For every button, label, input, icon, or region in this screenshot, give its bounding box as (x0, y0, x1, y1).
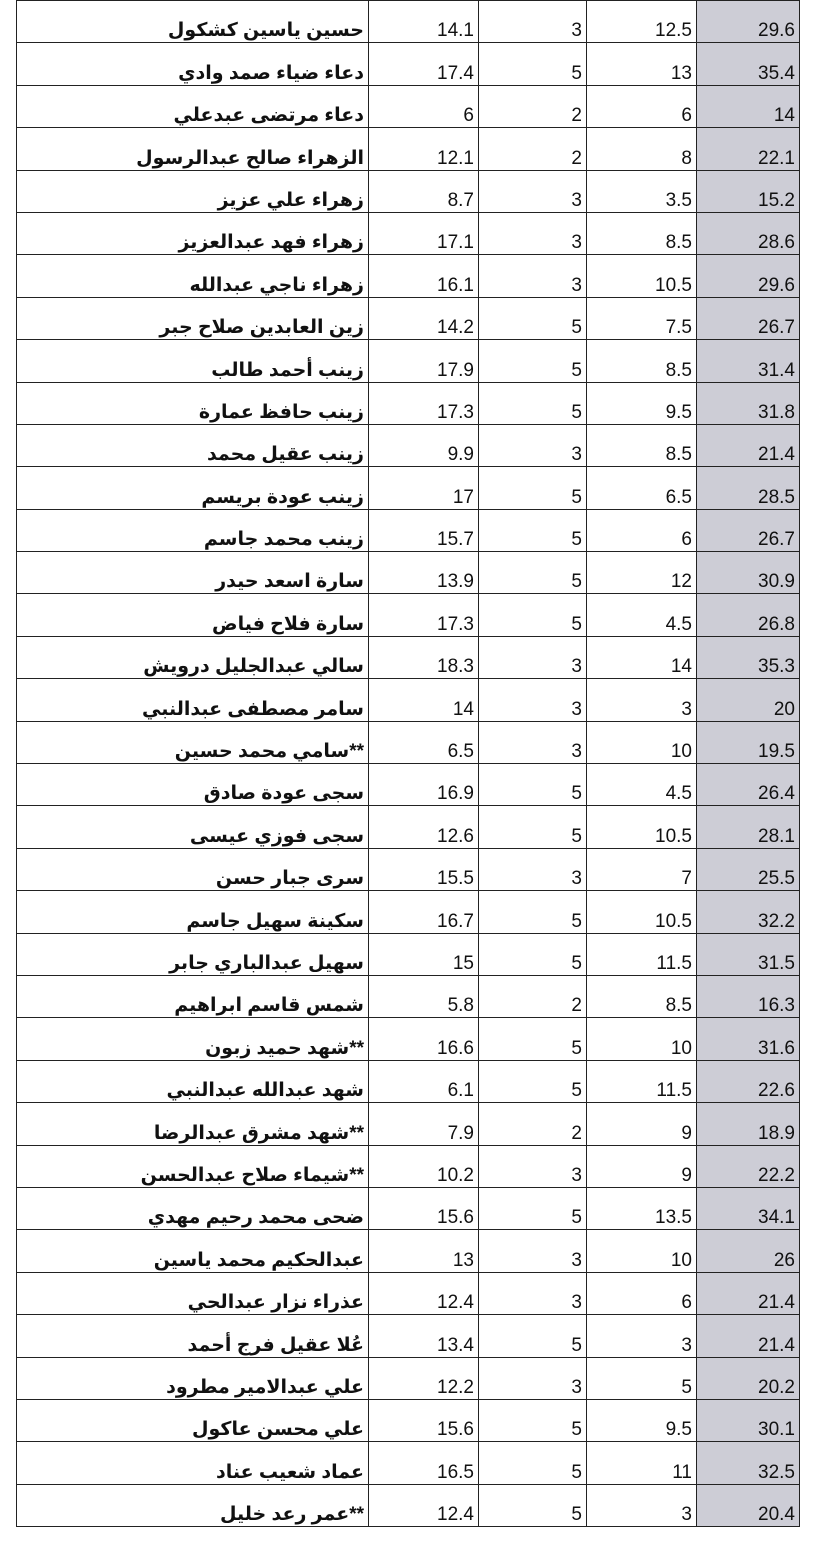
student-name-cell: عذراء نزار عبدالحي (17, 1272, 369, 1314)
score-cell-2: 5 (479, 1018, 587, 1060)
table-row (17, 43, 800, 85)
total-cell: 34.1 (697, 1187, 800, 1229)
score-cell-2: 2 (479, 1103, 587, 1145)
student-name-cell: سهيل عبدالباري جابر (17, 933, 369, 975)
score-cell-2: 3 (479, 721, 587, 763)
score-cell-3: 10.5 (587, 255, 697, 297)
score-cell-2: 5 (479, 764, 587, 806)
total-cell: 15.2 (697, 170, 800, 212)
student-name-cell: سجى عودة صادق (17, 764, 369, 806)
total-cell: 28.5 (697, 467, 800, 509)
student-name-cell: علي عبدالامير مطرود (17, 1357, 369, 1399)
score-cell-3: 14 (587, 636, 697, 678)
table-row (17, 1315, 800, 1357)
table-row (17, 636, 800, 678)
table-row (17, 679, 800, 721)
score-cell-1: 13 (369, 1230, 479, 1272)
total-cell: 31.8 (697, 382, 800, 424)
score-cell-2: 5 (479, 297, 587, 339)
score-cell-2: 5 (479, 382, 587, 424)
total-cell: 28.6 (697, 212, 800, 254)
score-cell-3: 11 (587, 1442, 697, 1484)
table-row (17, 297, 800, 339)
student-name-cell: سجى فوزي عيسى (17, 806, 369, 848)
table-row (17, 382, 800, 424)
score-cell-3: 7.5 (587, 297, 697, 339)
score-cell-1: 13.4 (369, 1315, 479, 1357)
score-cell-1: 5.8 (369, 975, 479, 1017)
score-cell-2: 5 (479, 806, 587, 848)
student-name-cell: دعاء ضياء صمد وادي (17, 43, 369, 85)
student-name-cell: سرى جبار حسن (17, 848, 369, 890)
score-cell-3: 3.5 (587, 170, 697, 212)
table-row (17, 891, 800, 933)
table-row (17, 1399, 800, 1441)
score-cell-3: 9.5 (587, 382, 697, 424)
total-cell: 31.5 (697, 933, 800, 975)
score-cell-1: 15.7 (369, 509, 479, 551)
student-name-cell: **شهد حميد زبون (17, 1018, 369, 1060)
score-cell-3: 8.5 (587, 975, 697, 1017)
score-cell-1: 10.2 (369, 1145, 479, 1187)
score-cell-2: 3 (479, 170, 587, 212)
score-cell-2: 5 (479, 594, 587, 636)
score-cell-2: 5 (479, 933, 587, 975)
table-row (17, 85, 800, 127)
table-row (17, 1060, 800, 1102)
score-cell-3: 8.5 (587, 340, 697, 382)
total-cell: 20 (697, 679, 800, 721)
table-row (17, 255, 800, 297)
score-cell-2: 5 (479, 1484, 587, 1526)
score-cell-1: 14.1 (369, 1, 479, 43)
score-cell-3: 12 (587, 552, 697, 594)
score-cell-3: 10.5 (587, 806, 697, 848)
total-cell: 21.4 (697, 1315, 800, 1357)
total-cell: 26.7 (697, 297, 800, 339)
score-cell-2: 5 (479, 1187, 587, 1229)
table-row (17, 1187, 800, 1229)
student-name-cell: سارة اسعد حيدر (17, 552, 369, 594)
table-row (17, 170, 800, 212)
score-cell-2: 3 (479, 636, 587, 678)
grades-sheet (16, 0, 799, 1527)
score-cell-1: 12.2 (369, 1357, 479, 1399)
total-cell: 20.2 (697, 1357, 800, 1399)
student-name-cell: شمس قاسم ابراهيم (17, 975, 369, 1017)
score-cell-2: 5 (479, 509, 587, 551)
score-cell-1: 12.4 (369, 1272, 479, 1314)
score-cell-2: 3 (479, 1272, 587, 1314)
score-cell-1: 17.3 (369, 382, 479, 424)
table-row (17, 1145, 800, 1187)
score-cell-3: 8.5 (587, 212, 697, 254)
total-cell: 18.9 (697, 1103, 800, 1145)
student-name-cell: علي محسن عاكول (17, 1399, 369, 1441)
total-cell: 26.4 (697, 764, 800, 806)
score-cell-3: 13.5 (587, 1187, 697, 1229)
student-name-cell: زينب عقيل محمد (17, 424, 369, 466)
score-cell-1: 17.1 (369, 212, 479, 254)
student-name-cell: زينب أحمد طالب (17, 340, 369, 382)
total-cell: 19.5 (697, 721, 800, 763)
score-cell-1: 7.9 (369, 1103, 479, 1145)
table-row (17, 806, 800, 848)
total-cell: 26 (697, 1230, 800, 1272)
score-cell-3: 6 (587, 509, 697, 551)
student-name-cell: زهراء علي عزيز (17, 170, 369, 212)
score-cell-1: 17.3 (369, 594, 479, 636)
table-row (17, 933, 800, 975)
score-cell-2: 3 (479, 1145, 587, 1187)
score-cell-1: 14.2 (369, 297, 479, 339)
score-cell-1: 12.4 (369, 1484, 479, 1526)
score-cell-3: 4.5 (587, 764, 697, 806)
total-cell: 20.4 (697, 1484, 800, 1526)
table-row (17, 1357, 800, 1399)
total-cell: 30.9 (697, 552, 800, 594)
score-cell-2: 5 (479, 1060, 587, 1102)
score-cell-2: 5 (479, 1315, 587, 1357)
table-row (17, 128, 800, 170)
total-cell: 25.5 (697, 848, 800, 890)
table-row (17, 594, 800, 636)
total-cell: 31.6 (697, 1018, 800, 1060)
student-name-cell: **سامي محمد حسين (17, 721, 369, 763)
score-cell-1: 17.4 (369, 43, 479, 85)
student-name-cell: سامر مصطفى عبدالنبي (17, 679, 369, 721)
score-cell-2: 3 (479, 1357, 587, 1399)
score-cell-3: 11.5 (587, 1060, 697, 1102)
score-cell-1: 15 (369, 933, 479, 975)
table-row (17, 1230, 800, 1272)
score-cell-1: 16.7 (369, 891, 479, 933)
score-cell-2: 3 (479, 424, 587, 466)
score-cell-3: 10 (587, 721, 697, 763)
score-cell-2: 5 (479, 552, 587, 594)
score-cell-1: 16.5 (369, 1442, 479, 1484)
total-cell: 31.4 (697, 340, 800, 382)
total-cell: 35.3 (697, 636, 800, 678)
score-cell-3: 9.5 (587, 1399, 697, 1441)
score-cell-1: 14 (369, 679, 479, 721)
student-name-cell: زينب محمد جاسم (17, 509, 369, 551)
student-name-cell: زهراء ناجي عبدالله (17, 255, 369, 297)
score-cell-1: 18.3 (369, 636, 479, 678)
total-cell: 32.5 (697, 1442, 800, 1484)
table-row (17, 467, 800, 509)
score-cell-1: 16.6 (369, 1018, 479, 1060)
student-name-cell: سكينة سهيل جاسم (17, 891, 369, 933)
total-cell: 22.1 (697, 128, 800, 170)
student-name-cell: حسين ياسين كشكول (17, 1, 369, 43)
grades-table-body (17, 1, 800, 1527)
score-cell-3: 10 (587, 1230, 697, 1272)
score-cell-3: 8 (587, 128, 697, 170)
table-row (17, 764, 800, 806)
student-name-cell: **شيماء صلاح عبدالحسن (17, 1145, 369, 1187)
student-name-cell: عماد شعيب عناد (17, 1442, 369, 1484)
score-cell-3: 3 (587, 679, 697, 721)
total-cell: 30.1 (697, 1399, 800, 1441)
total-cell: 29.6 (697, 255, 800, 297)
score-cell-2: 3 (479, 848, 587, 890)
score-cell-3: 9 (587, 1103, 697, 1145)
student-name-cell: زينب حافظ عمارة (17, 382, 369, 424)
total-cell: 29.6 (697, 1, 800, 43)
student-name-cell: الزهراء صالح عبدالرسول (17, 128, 369, 170)
table-row (17, 1, 800, 43)
score-cell-1: 13.9 (369, 552, 479, 594)
score-cell-3: 7 (587, 848, 697, 890)
student-name-cell: دعاء مرتضى عبدعلي (17, 85, 369, 127)
table-row (17, 848, 800, 890)
score-cell-2: 2 (479, 128, 587, 170)
table-row (17, 975, 800, 1017)
score-cell-3: 3 (587, 1484, 697, 1526)
score-cell-1: 15.6 (369, 1399, 479, 1441)
table-row (17, 1103, 800, 1145)
score-cell-3: 12.5 (587, 1, 697, 43)
table-row (17, 340, 800, 382)
score-cell-1: 17 (369, 467, 479, 509)
table-row (17, 424, 800, 466)
score-cell-3: 13 (587, 43, 697, 85)
score-cell-1: 9.9 (369, 424, 479, 466)
score-cell-1: 8.7 (369, 170, 479, 212)
total-cell: 16.3 (697, 975, 800, 1017)
score-cell-1: 16.1 (369, 255, 479, 297)
score-cell-1: 6.5 (369, 721, 479, 763)
table-row (17, 1272, 800, 1314)
table-row (17, 1484, 800, 1526)
score-cell-2: 5 (479, 1399, 587, 1441)
student-name-cell: عُلا عقيل فرج أحمد (17, 1315, 369, 1357)
total-cell: 28.1 (697, 806, 800, 848)
total-cell: 32.2 (697, 891, 800, 933)
score-cell-1: 6.1 (369, 1060, 479, 1102)
score-cell-1: 12.6 (369, 806, 479, 848)
total-cell: 26.7 (697, 509, 800, 551)
table-row (17, 1442, 800, 1484)
score-cell-2: 5 (479, 891, 587, 933)
score-cell-1: 15.6 (369, 1187, 479, 1229)
score-cell-1: 6 (369, 85, 479, 127)
student-name-cell: زين العابدين صلاح جبر (17, 297, 369, 339)
score-cell-3: 5 (587, 1357, 697, 1399)
total-cell: 21.4 (697, 424, 800, 466)
score-cell-1: 15.5 (369, 848, 479, 890)
score-cell-3: 8.5 (587, 424, 697, 466)
score-cell-3: 6 (587, 85, 697, 127)
score-cell-3: 4.5 (587, 594, 697, 636)
student-name-cell: شهد عبدالله عبدالنبي (17, 1060, 369, 1102)
student-name-cell: سالي عبدالجليل درويش (17, 636, 369, 678)
score-cell-2: 5 (479, 467, 587, 509)
table-row (17, 212, 800, 254)
student-name-cell: زهراء فهد عبدالعزيز (17, 212, 369, 254)
table-row (17, 721, 800, 763)
score-cell-2: 3 (479, 255, 587, 297)
student-name-cell: سارة فلاح فياض (17, 594, 369, 636)
total-cell: 22.2 (697, 1145, 800, 1187)
score-cell-2: 3 (479, 679, 587, 721)
score-cell-1: 16.9 (369, 764, 479, 806)
score-cell-2: 5 (479, 1442, 587, 1484)
total-cell: 35.4 (697, 43, 800, 85)
score-cell-2: 3 (479, 1230, 587, 1272)
score-cell-2: 5 (479, 340, 587, 382)
table-row (17, 509, 800, 551)
score-cell-1: 12.1 (369, 128, 479, 170)
score-cell-2: 2 (479, 85, 587, 127)
table-row (17, 1018, 800, 1060)
score-cell-1: 17.9 (369, 340, 479, 382)
student-name-cell: **شهد مشرق عبدالرضا (17, 1103, 369, 1145)
score-cell-3: 9 (587, 1145, 697, 1187)
total-cell: 14 (697, 85, 800, 127)
score-cell-3: 10 (587, 1018, 697, 1060)
total-cell: 21.4 (697, 1272, 800, 1314)
score-cell-3: 6.5 (587, 467, 697, 509)
score-cell-2: 5 (479, 43, 587, 85)
score-cell-2: 3 (479, 212, 587, 254)
grades-table (16, 0, 800, 1527)
score-cell-3: 3 (587, 1315, 697, 1357)
student-name-cell: **عمر رعد خليل (17, 1484, 369, 1526)
total-cell: 26.8 (697, 594, 800, 636)
score-cell-2: 2 (479, 975, 587, 1017)
student-name-cell: عبدالحكيم محمد ياسين (17, 1230, 369, 1272)
score-cell-2: 3 (479, 1, 587, 43)
student-name-cell: ضحى محمد رحيم مهدي (17, 1187, 369, 1229)
score-cell-3: 11.5 (587, 933, 697, 975)
student-name-cell: زينب عودة بريسم (17, 467, 369, 509)
total-cell: 22.6 (697, 1060, 800, 1102)
score-cell-3: 6 (587, 1272, 697, 1314)
score-cell-3: 10.5 (587, 891, 697, 933)
table-row (17, 552, 800, 594)
